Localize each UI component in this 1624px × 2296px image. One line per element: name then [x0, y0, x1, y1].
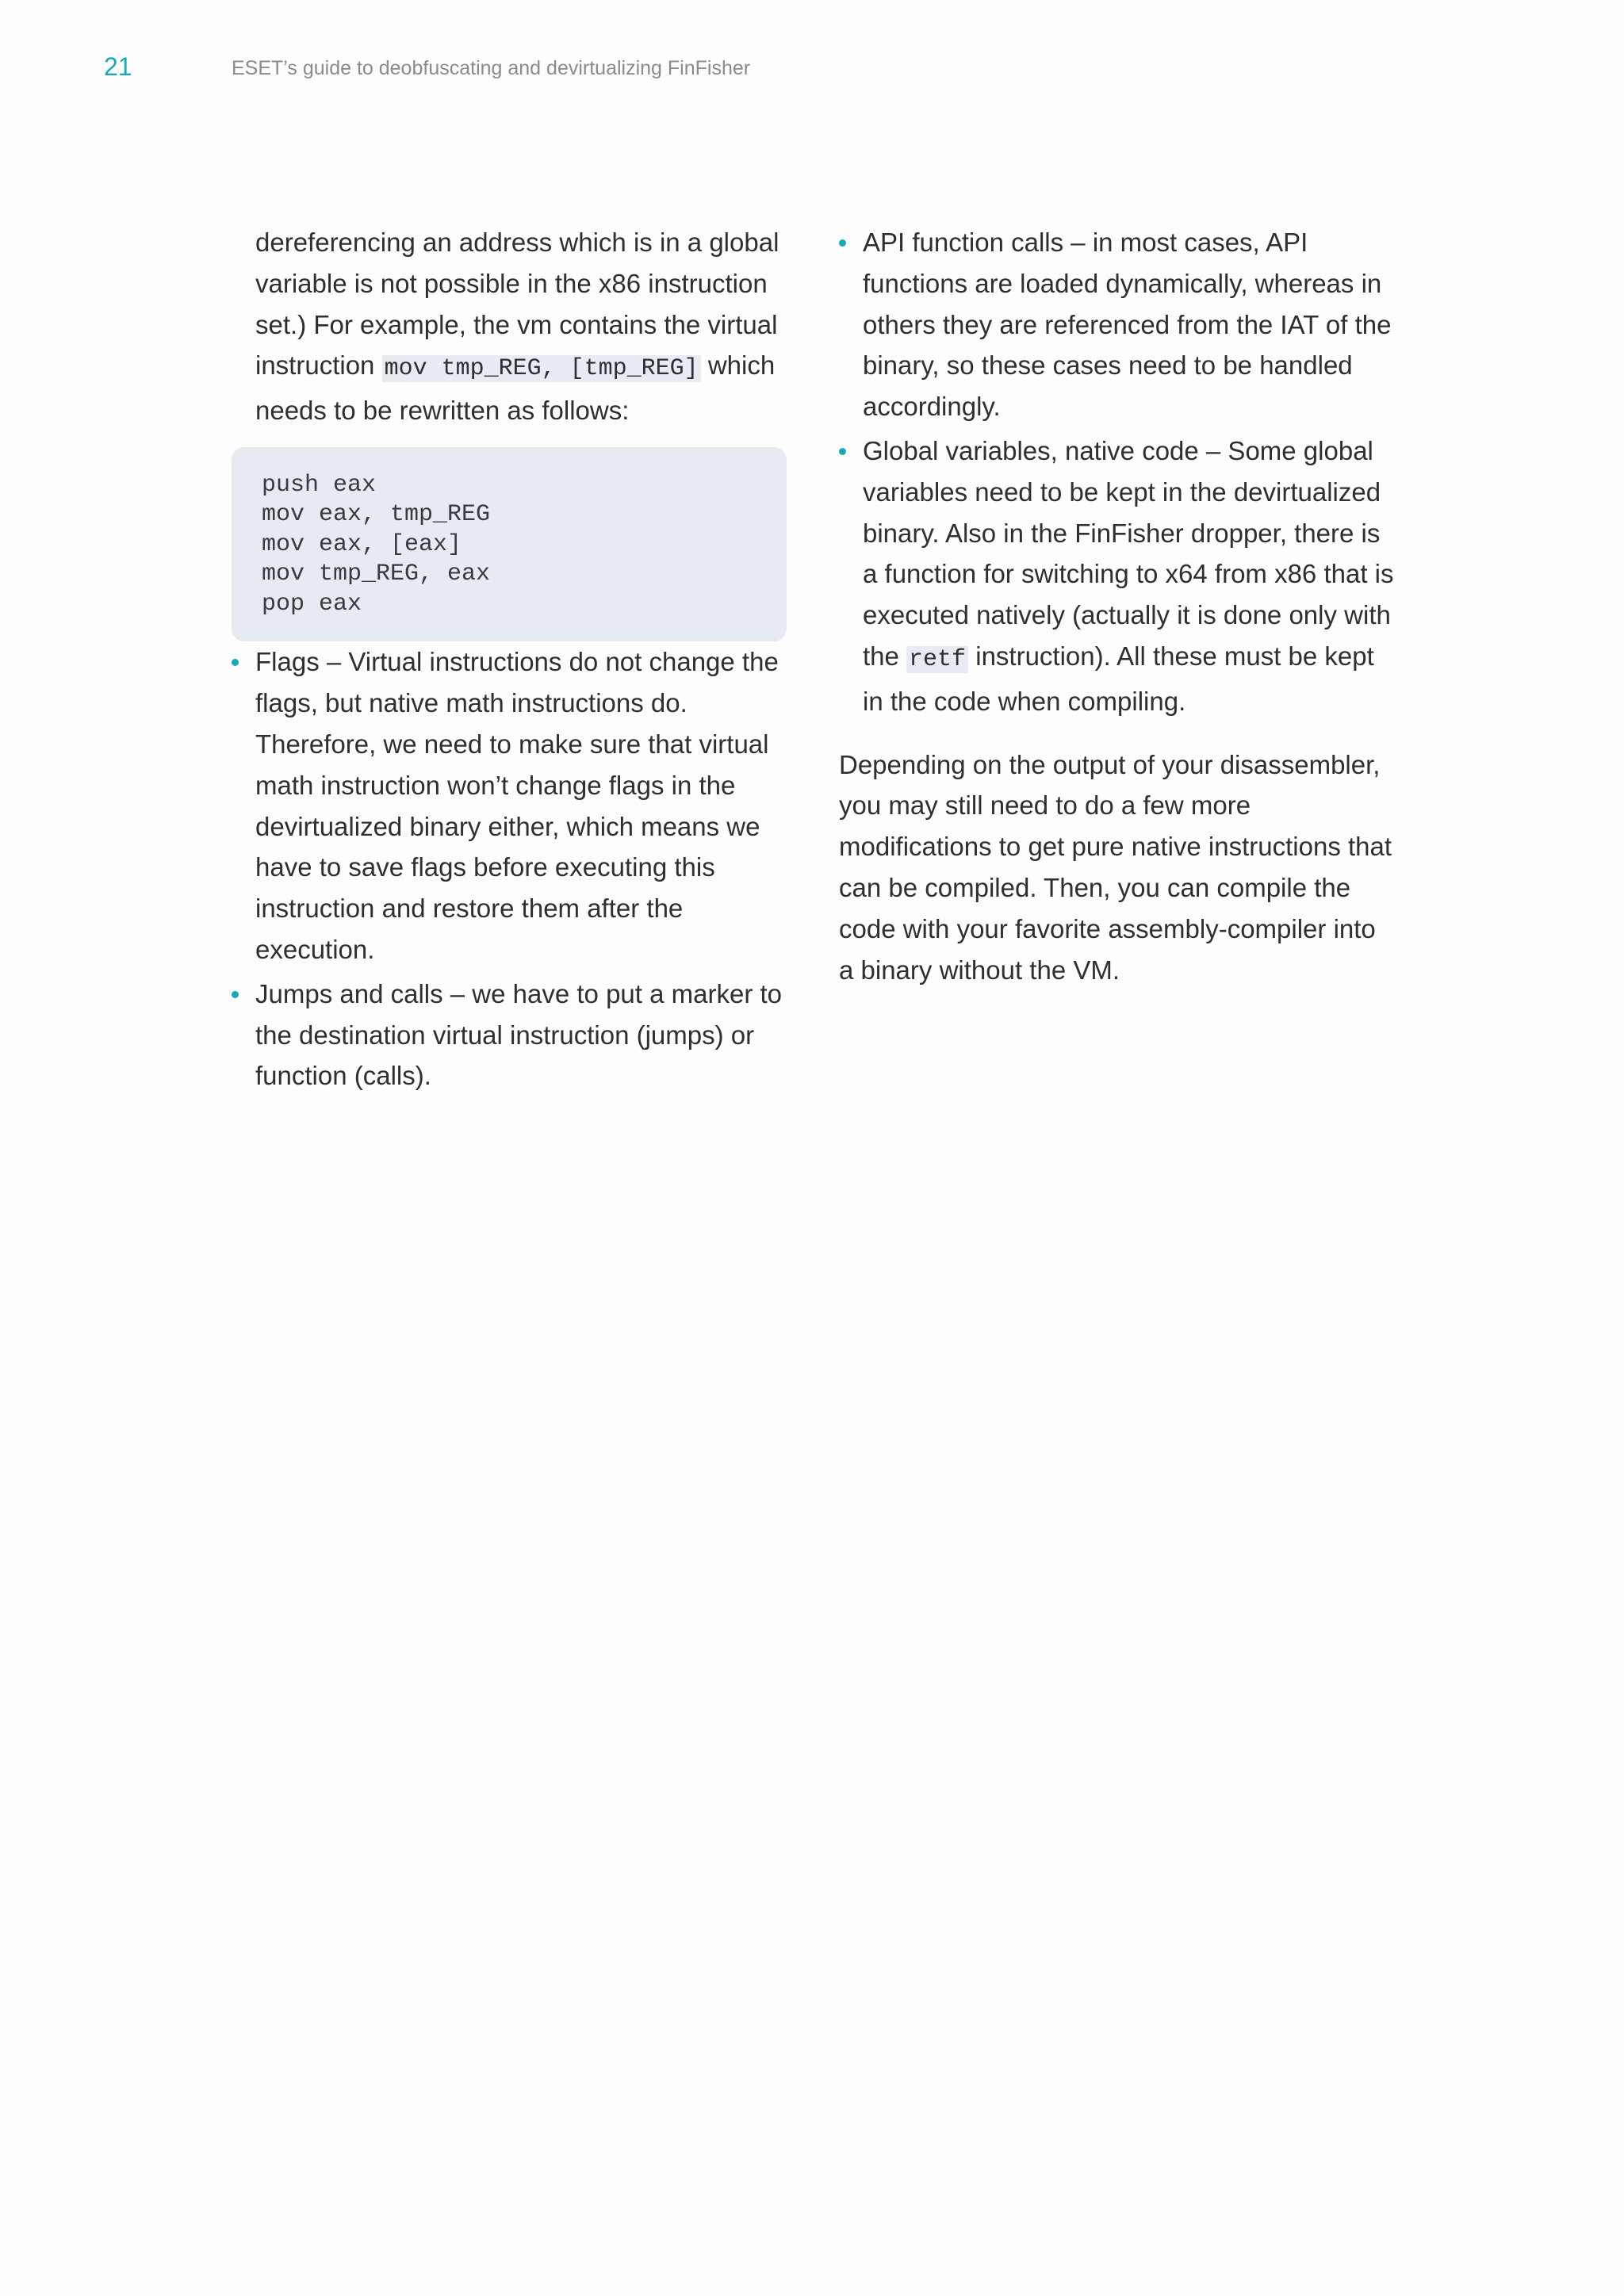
intro-paragraph	[232, 222, 787, 431]
left-bullet-list	[232, 641, 787, 1096]
global-text-2: instruction). All these must be kept in the code when compiling.	[863, 641, 1374, 716]
global-text-1: Global variables, native code – Some global variables need to be kept in the devirtualized binary. Also in the FinFisher dropper, there is a function for switching to x64 from x86 that is executed natively (actually it is done only with the	[863, 435, 1394, 671]
right-column	[839, 222, 1394, 990]
inline-code-retf: retf	[906, 646, 968, 673]
intro-text-2: which needs to be rewritten as follows:	[255, 350, 776, 426]
intro-text-1: dereferencing an address which is in a global variable is not possible in the x86 instruction set.) For example, the vm contains the virtual instruction	[255, 228, 779, 381]
inline-code-mov: mov tmp_REG, [tmp_REG]	[382, 355, 701, 382]
left-column	[232, 222, 787, 1100]
page-number: 21	[104, 52, 132, 81]
bullet-api-calls: API function calls – in most cases, API functions are loaded dynamically, whereas in others they are referenced from the IAT of the binary, so these cases need to be handled accordingly.	[839, 222, 1394, 427]
bullet-jumps-calls: Jumps and calls – we have to put a marker to the destination virtual instruction (jumps) or function (calls).	[232, 974, 787, 1096]
bullet-global-variables	[839, 430, 1394, 722]
code-block: push eax mov eax, tmp_REG mov eax, [eax] mov tmp_REG, eax pop eax	[232, 447, 787, 642]
right-bullet-list	[839, 222, 1394, 722]
bullet-flags: Flags – Virtual instructions do not change the flags, but native math instructions do. Therefore, we need to make sure that virtual math instruction won’t change flags in the devirtualized binary either, which means we have to save flags before executing this instruction and restore them after the execution.	[232, 641, 787, 970]
closing-paragraph: Depending on the output of your disassembler, you may still need to do a few more modifications to get pure native instructions that can be compiled. Then, you can compile the code with your favorite assembly-compiler into a binary without the VM.	[839, 749, 1392, 985]
running-header: ESET’s guide to deobfuscating and devirtualizing FinFisher	[232, 57, 751, 79]
